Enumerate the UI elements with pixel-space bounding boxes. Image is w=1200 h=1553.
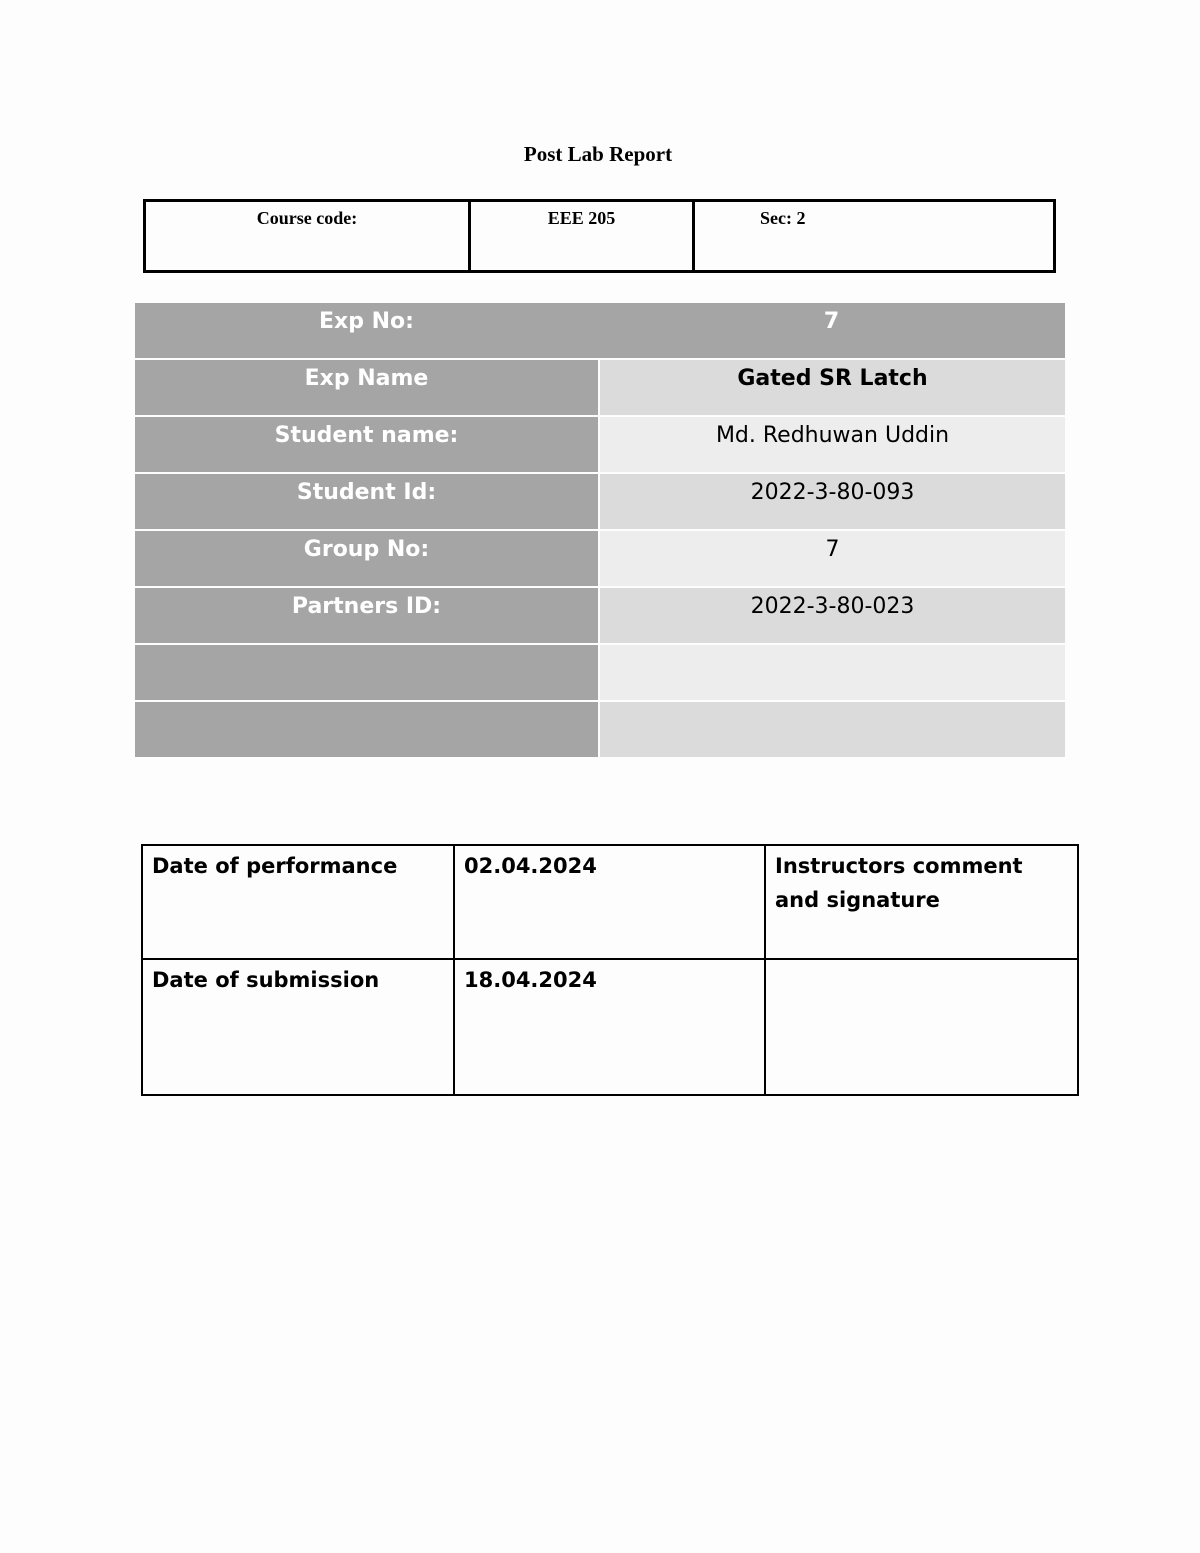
info-label: Exp No: (319, 309, 414, 334)
info-value: 7 (823, 309, 840, 334)
performance-label: Date of performance (142, 845, 454, 959)
course-table (143, 199, 1056, 273)
submission-label: Date of submission (142, 959, 454, 1095)
info-label: Student Id: (135, 474, 598, 529)
info-row-partners-id (135, 588, 1065, 643)
info-row-student-id (135, 474, 1065, 529)
info-row-empty (135, 645, 1065, 700)
info-value (600, 702, 1065, 757)
instructor-signature-cell (765, 959, 1078, 1095)
info-value: Md. Redhuwan Uddin (600, 417, 1065, 472)
performance-date: 02.04.2024 (454, 845, 765, 959)
info-row-empty (135, 702, 1065, 757)
submission-date: 18.04.2024 (454, 959, 765, 1095)
course-code-value: EEE 205 (471, 202, 695, 270)
table-row (142, 845, 1078, 959)
dates-table (141, 844, 1079, 1096)
info-row-exp-name (135, 360, 1065, 415)
info-value: 2022-3-80-023 (600, 588, 1065, 643)
info-label (135, 645, 598, 700)
info-row-student-name (135, 417, 1065, 472)
info-row-exp-no (135, 303, 1065, 358)
info-label (135, 702, 598, 757)
info-label: Group No: (135, 531, 598, 586)
info-label: Student name: (135, 417, 598, 472)
experiment-info-table (135, 303, 1065, 759)
info-value: Gated SR Latch (600, 360, 1065, 415)
info-row-group-no (135, 531, 1065, 586)
page-title: Post Lab Report (523, 142, 673, 166)
instructor-comment-label: Instructors comment and signature (765, 845, 1078, 959)
course-section: Sec: 2 (760, 208, 806, 228)
course-code-label: Course code: (146, 202, 471, 270)
info-value (600, 645, 1065, 700)
table-row (142, 959, 1078, 1095)
info-label: Partners ID: (135, 588, 598, 643)
info-value: 2022-3-80-093 (600, 474, 1065, 529)
info-label: Exp Name (135, 360, 598, 415)
info-value: 7 (600, 531, 1065, 586)
